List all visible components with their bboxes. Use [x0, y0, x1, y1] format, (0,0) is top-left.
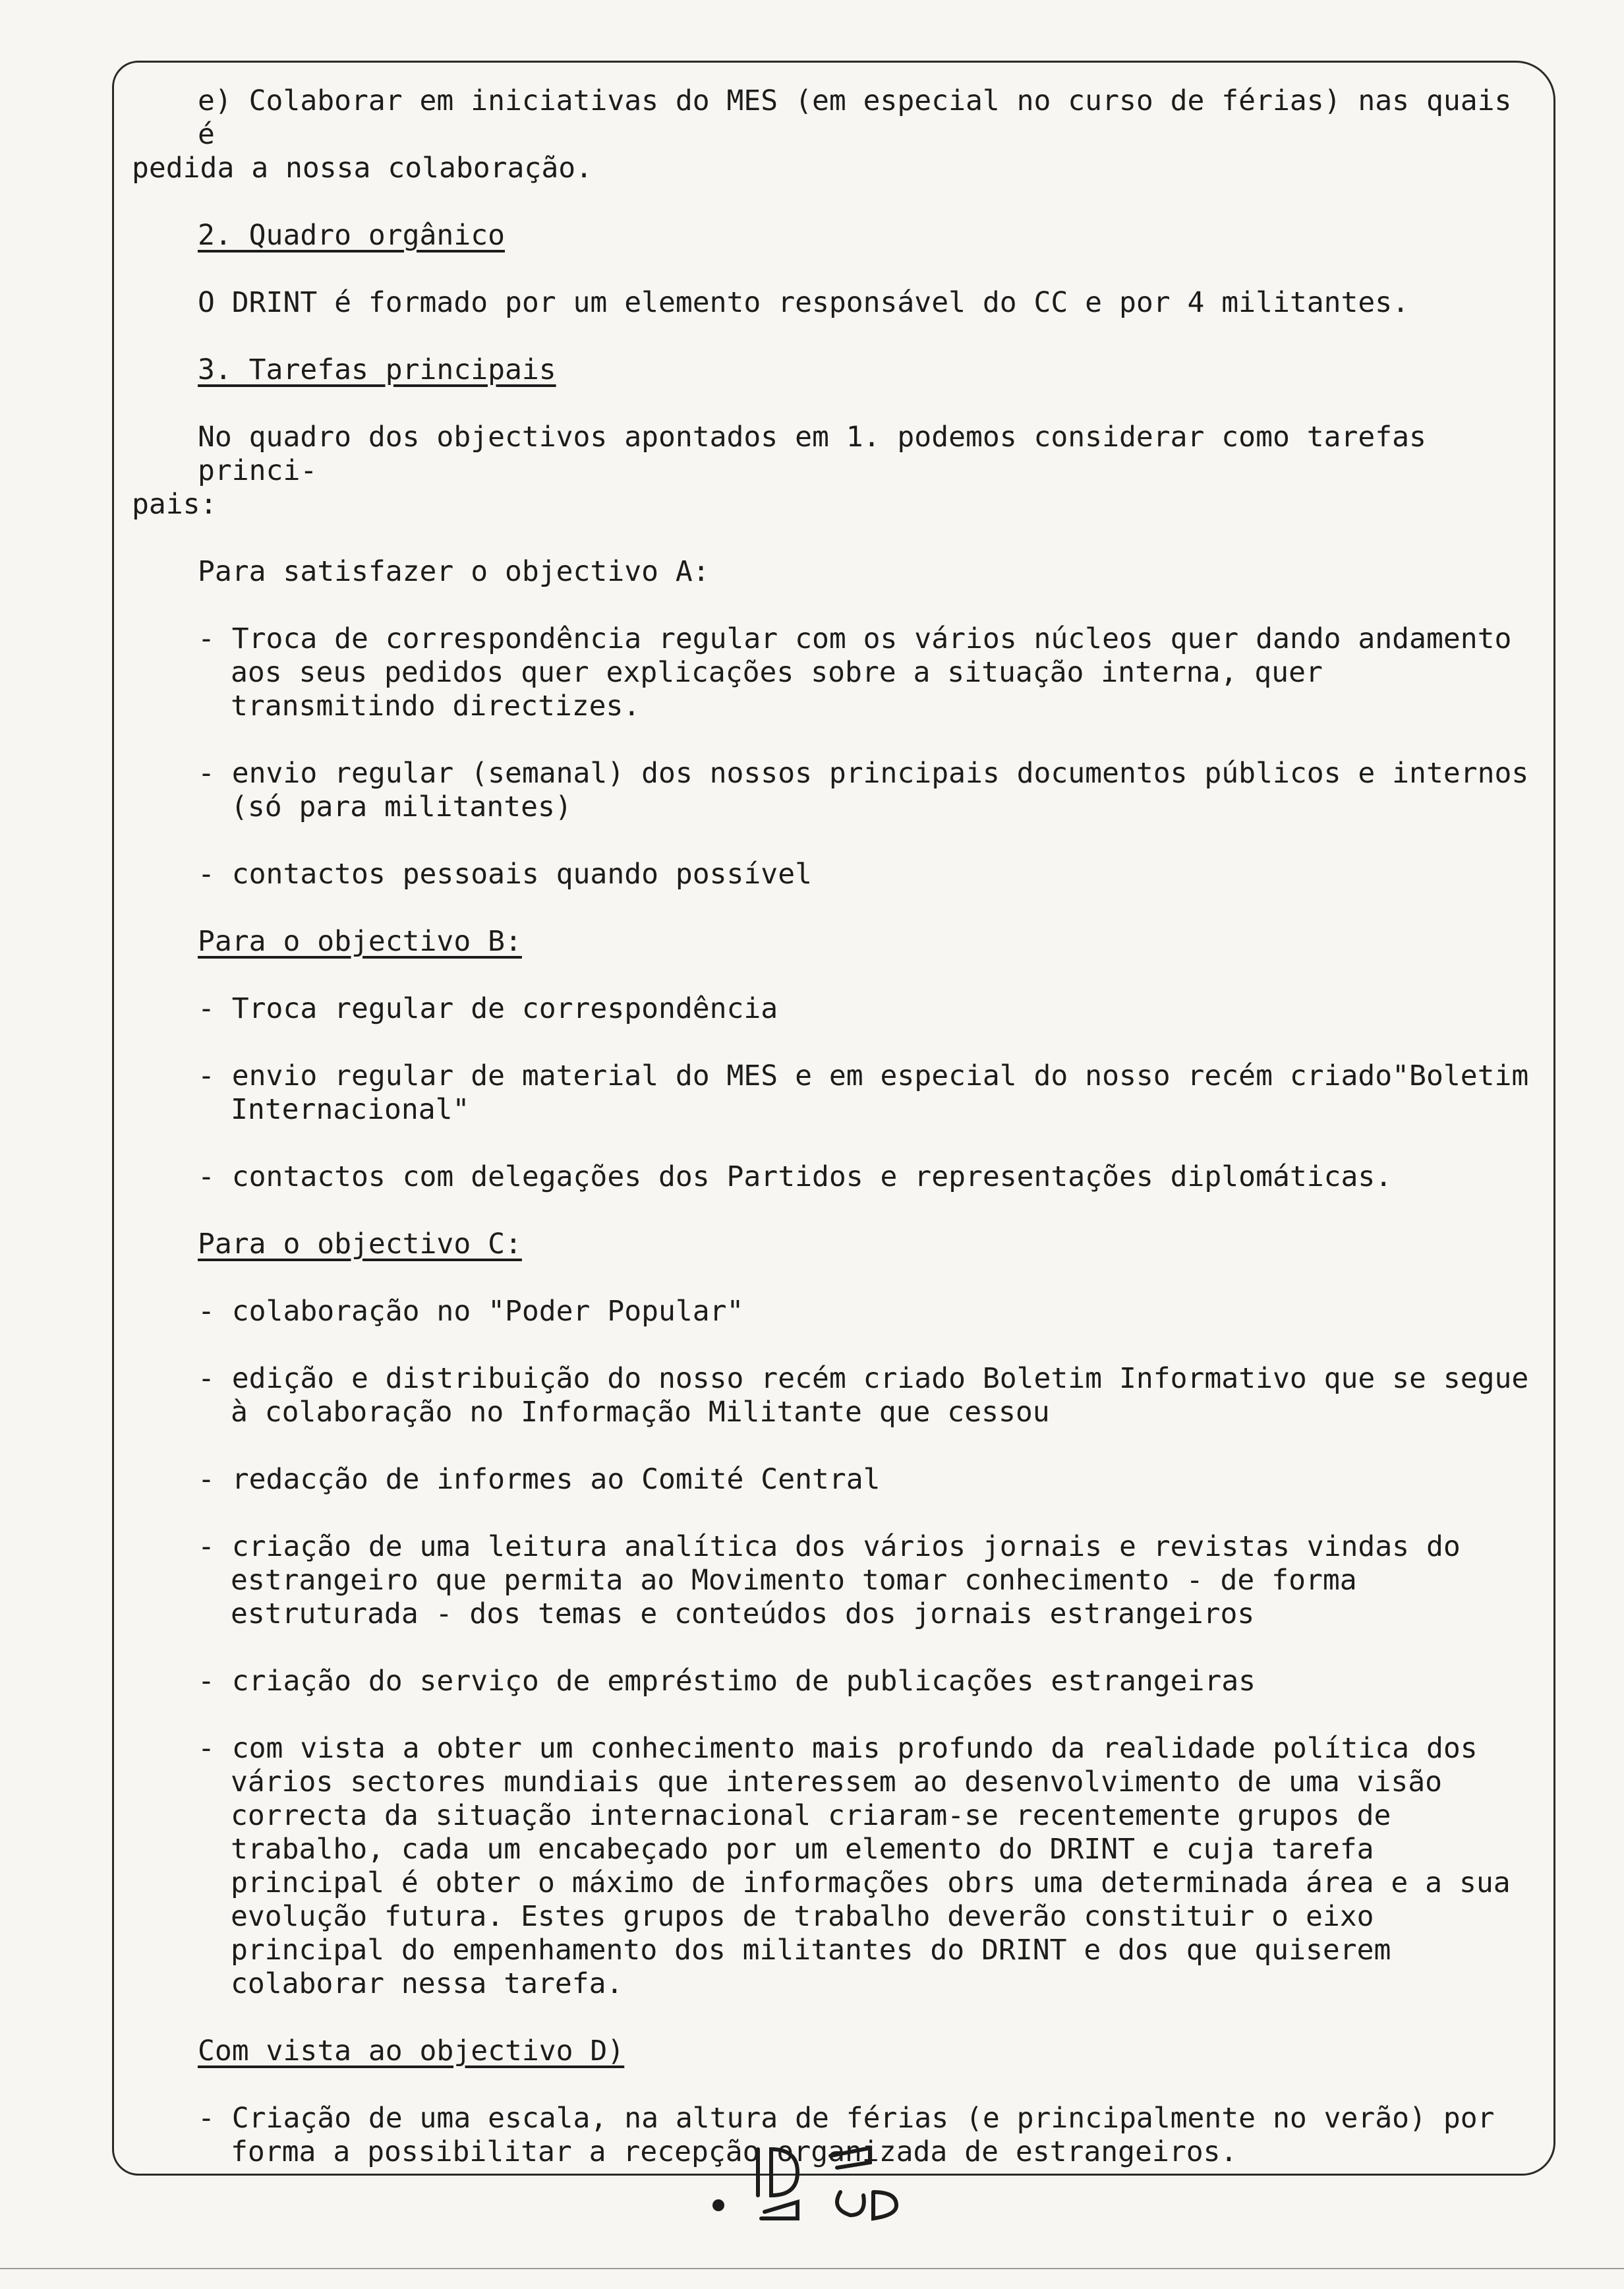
objective-c-heading: Para o objectivo C: [198, 1228, 522, 1261]
section-2-heading: 2. Quadro orgânico [198, 219, 505, 252]
bottom-edge-line [0, 2268, 1624, 2269]
objective-d-item-1: - Criação de uma escala, na altura de férias (e principalmente no verão) por forma a possibilitar a recepção organizada de estrangeiros. [198, 2102, 1512, 2168]
section-3-heading: 3. Tarefas principais [198, 353, 556, 386]
objective-c-item-3: - redacção de informes ao Comité Central [198, 1463, 881, 1496]
objective-c-item-5: - criação do serviço de empréstimo de publicações estrangeiras [198, 1665, 1256, 1698]
objective-a-item-2: - envio regular (semanal) dos nossos principais documentos públicos e internos (só para militantes) [198, 757, 1546, 823]
objective-b-item-2: - envio regular de material do MES e em especial do nosso recém criado"Boletim Internacional" [198, 1059, 1546, 1126]
objective-d-heading: Com vista ao objectivo D) [198, 2035, 625, 2067]
objective-b-item-3: - contactos com delegações dos Partidos e representações diplomáticas. [198, 1160, 1393, 1193]
document-body [132, 84, 1546, 2169]
objective-b-item-1: - Troca regular de correspondência [198, 992, 778, 1025]
objective-a-heading: Para satisfazer o objectivo A: [198, 555, 710, 588]
section-2-text: O DRINT é formado por um elemento responsável do CC e por 4 militantes. [198, 286, 1410, 319]
section-3-intro-line2: pais: [132, 488, 218, 521]
objective-c-item-1: - colaboração no "Poder Popular" [198, 1295, 744, 1328]
objective-c-item-6: - com vista a obter um conhecimento mais profundo da realidade política dos vários sectores mundiais que interessem ao desenvolvimento de uma visão correcta da situação internacional criaram-se recentemente grupos de trabalho, cada um encabeçado por um elemento do DRINT e cuja tarefa principal é obter o máximo de informações obrs uma determinada área e a sua evolução futura. Estes grupos de trabalho deverão constituir o eixo principal do empenhamento dos militantes do DRINT e dos que quiserem colaborar nessa tarefa. [198, 1732, 1528, 2000]
item-e-line2: pedida a nossa colaboração. [132, 152, 593, 185]
objective-c-item-2: - edição e distribuição do nosso recém criado Boletim Informativo que se segue à colaboração no Informação Militante que cessou [198, 1362, 1546, 1429]
objective-a-item-1: - Troca de correspondência regular com os vários núcleos quer dando andamento aos seus pedidos quer explicações sobre a situação interna, quer transmitindo directizes. [198, 622, 1529, 723]
item-e-line1: e) Colaborar em iniciativas do MES (em especial no curso de férias) nas quais é [198, 84, 1529, 151]
objective-b-heading: Para o objectivo B: [198, 925, 522, 958]
objective-c-item-4: - criação de uma leitura analítica dos vários jornais e revistas vindas do estrangeiro que permita ao Movimento tomar conhecimento - de forma estruturada - dos temas e conteúdos dos jornais estrangeiros [198, 1530, 1478, 1630]
section-3-intro-line1: No quadro dos objectivos apontados em 1. podemos considerar como tarefas princi- [198, 421, 1443, 487]
page-stamp-mark [699, 2129, 936, 2228]
objective-a-item-3: - contactos pessoais quando possível [198, 858, 812, 891]
